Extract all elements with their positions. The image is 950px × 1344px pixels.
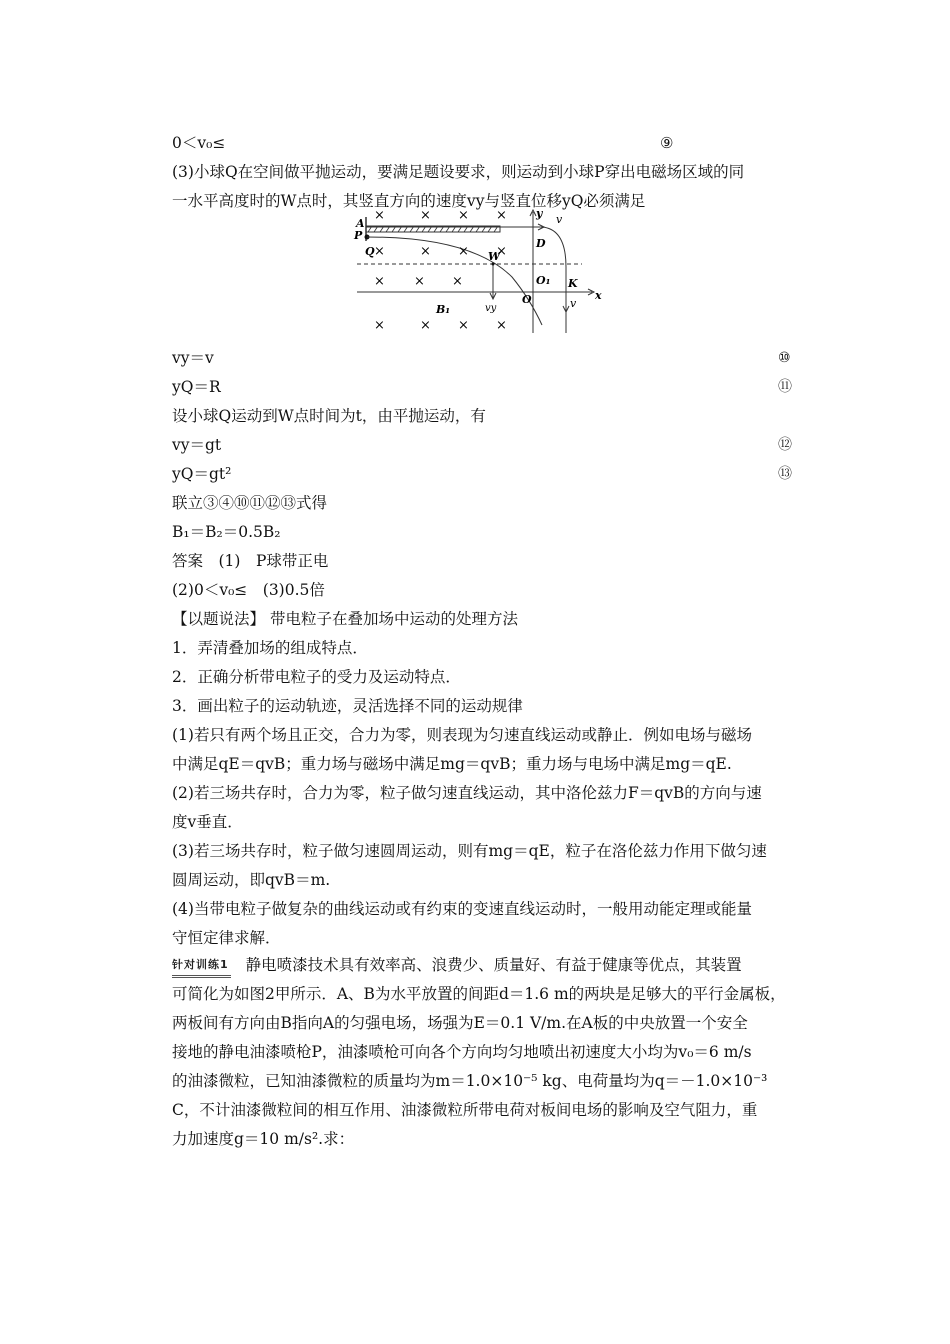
label-o1: O₁ [536, 274, 551, 287]
field-cross: × [496, 318, 507, 333]
text-line-14: 1．弄清叠加场的组成特点． [172, 639, 368, 657]
label-v-top: v [556, 213, 563, 226]
exercise-badge: 针对训练1 [172, 955, 231, 978]
equation-number-10: ⑩ [778, 350, 791, 366]
trajectory-figure [352, 207, 610, 339]
equation-number-12: ⑫ [778, 437, 792, 453]
field-cross: × [458, 244, 469, 259]
answer-line: 答案 (1) P球带正电 [172, 552, 329, 570]
text-line-31: 力加速度g＝10 m/s².求： [172, 1130, 355, 1148]
text-line-27: 两板间有方向由B指向A的匀强电场，场强为E＝0.1 V/m.在A板的中央放置一个安全 [172, 1014, 748, 1032]
text-line-1: 0＜v₀≤ [172, 134, 226, 152]
text-line-28: 接地的静电油漆喷枪P，油漆喷枪可向各个方向均匀地喷出初速度大小均为v₀＝6 m/s [172, 1043, 752, 1061]
text-line-26: 可简化为如图2甲所示．A、B为水平放置的间距d＝1.6 m的两块是足够大的平行金属板， [172, 985, 786, 1003]
text-line-21: (3)若三场共存时，粒子做匀速圆周运动，则有mg＝qE，粒子在洛伦兹力作用下做匀速 [172, 842, 767, 860]
text-line-29: 的油漆微粒，已知油漆微粒的质量均为m＝1.0×10⁻⁵ kg、电荷量均为q＝－1.0×10⁻³ [172, 1072, 768, 1090]
text-line-22: 圆周运动，即qvB＝m. [172, 871, 331, 889]
text-line-16: 3．画出粒子的运动轨迹，灵活选择不同的运动规律 [172, 697, 523, 715]
field-cross: × [374, 244, 385, 259]
text-line-17: (1)若只有两个场且正交，合力为零，则表现为匀速直线运动或静止．例如电场与磁场 [172, 726, 752, 744]
text-line-18: 中满足qE＝qvB；重力场与磁场中满足mg＝qvB；重力场与电场中满足mg＝qE. [172, 755, 732, 773]
label-d: D [536, 237, 546, 250]
text-line-8: yQ＝gt² [172, 465, 232, 483]
equation-number-13: ⑬ [778, 466, 792, 482]
label-vy: vy [485, 303, 497, 314]
label-o: O [522, 293, 532, 306]
field-cross: × [420, 318, 431, 333]
text-line-24: 守恒定律求解． [172, 929, 281, 947]
label-p: P [354, 229, 363, 242]
field-cross: × [452, 274, 463, 289]
text-line-9: 联立③④⑩⑪⑫⑬式得 [172, 494, 328, 512]
exercise-heading [172, 955, 742, 978]
label-x: x [595, 289, 602, 302]
field-cross: × [374, 208, 385, 223]
text-line-23: (4)当带电粒子做复杂的曲线运动或有约束的变速直线运动时，一般用动能定理或能量 [172, 900, 752, 918]
text-line-19: (2)若三场共存时，合力为零，粒子做匀速直线运动，其中洛伦兹力F＝qvB的方向与速 [172, 784, 762, 802]
field-cross: × [458, 318, 469, 333]
text-line-30: C，不计油漆微粒间的相互作用、油漆微粒所带电荷对板间电场的影响及空气阻力，重 [172, 1101, 758, 1119]
label-k: K [568, 277, 578, 290]
text-line-15: 2．正确分析带电粒子的受力及运动特点． [172, 668, 461, 686]
label-y: y [536, 207, 543, 220]
field-cross: × [496, 244, 507, 259]
field-cross: × [414, 274, 425, 289]
label-q: Q [365, 245, 375, 258]
field-cross: × [374, 318, 385, 333]
method-tag: 【以题说法】 [172, 610, 266, 628]
exercise-first-line: 静电喷漆技术具有效率高、浪费少、质量好、有益于健康等优点，其装置 [245, 956, 742, 974]
equation-number-11: ⑪ [778, 379, 792, 395]
label-a: A [356, 217, 365, 230]
text-line-7: vy＝gt [172, 436, 222, 454]
equation-number-9: ⑨ [660, 134, 674, 152]
text-line-5: yQ＝R [172, 378, 221, 396]
label-v-bottom: v [570, 297, 577, 310]
text-line-20: 度v垂直． [172, 813, 243, 831]
field-cross: × [420, 244, 431, 259]
text-line-10: B₁＝B₂＝0.5B₂ [172, 523, 281, 541]
answer-line-2: (2)0＜v₀≤ (3)0.5倍 [172, 581, 325, 599]
field-cross: × [458, 208, 469, 223]
method-heading [172, 609, 518, 629]
text-line-3: 一水平高度时的W点时，其竖直方向的速度vy与竖直位移yQ必须满足 [172, 192, 646, 210]
text-line-2: (3)小球Q在空间做平抛运动，要满足题设要求，则运动到小球P穿出电磁场区域的同 [172, 163, 745, 181]
text-line-4: vy＝v [172, 349, 214, 367]
method-title: 带电粒子在叠加场中运动的处理方法 [269, 610, 518, 628]
text-line-6: 设小球Q运动到W点时间为t，由平抛运动，有 [172, 407, 486, 425]
label-b1: B₁ [436, 303, 451, 316]
field-cross: × [374, 274, 385, 289]
field-cross: × [420, 208, 431, 223]
label-w: W [488, 250, 501, 263]
field-cross: × [496, 208, 507, 223]
